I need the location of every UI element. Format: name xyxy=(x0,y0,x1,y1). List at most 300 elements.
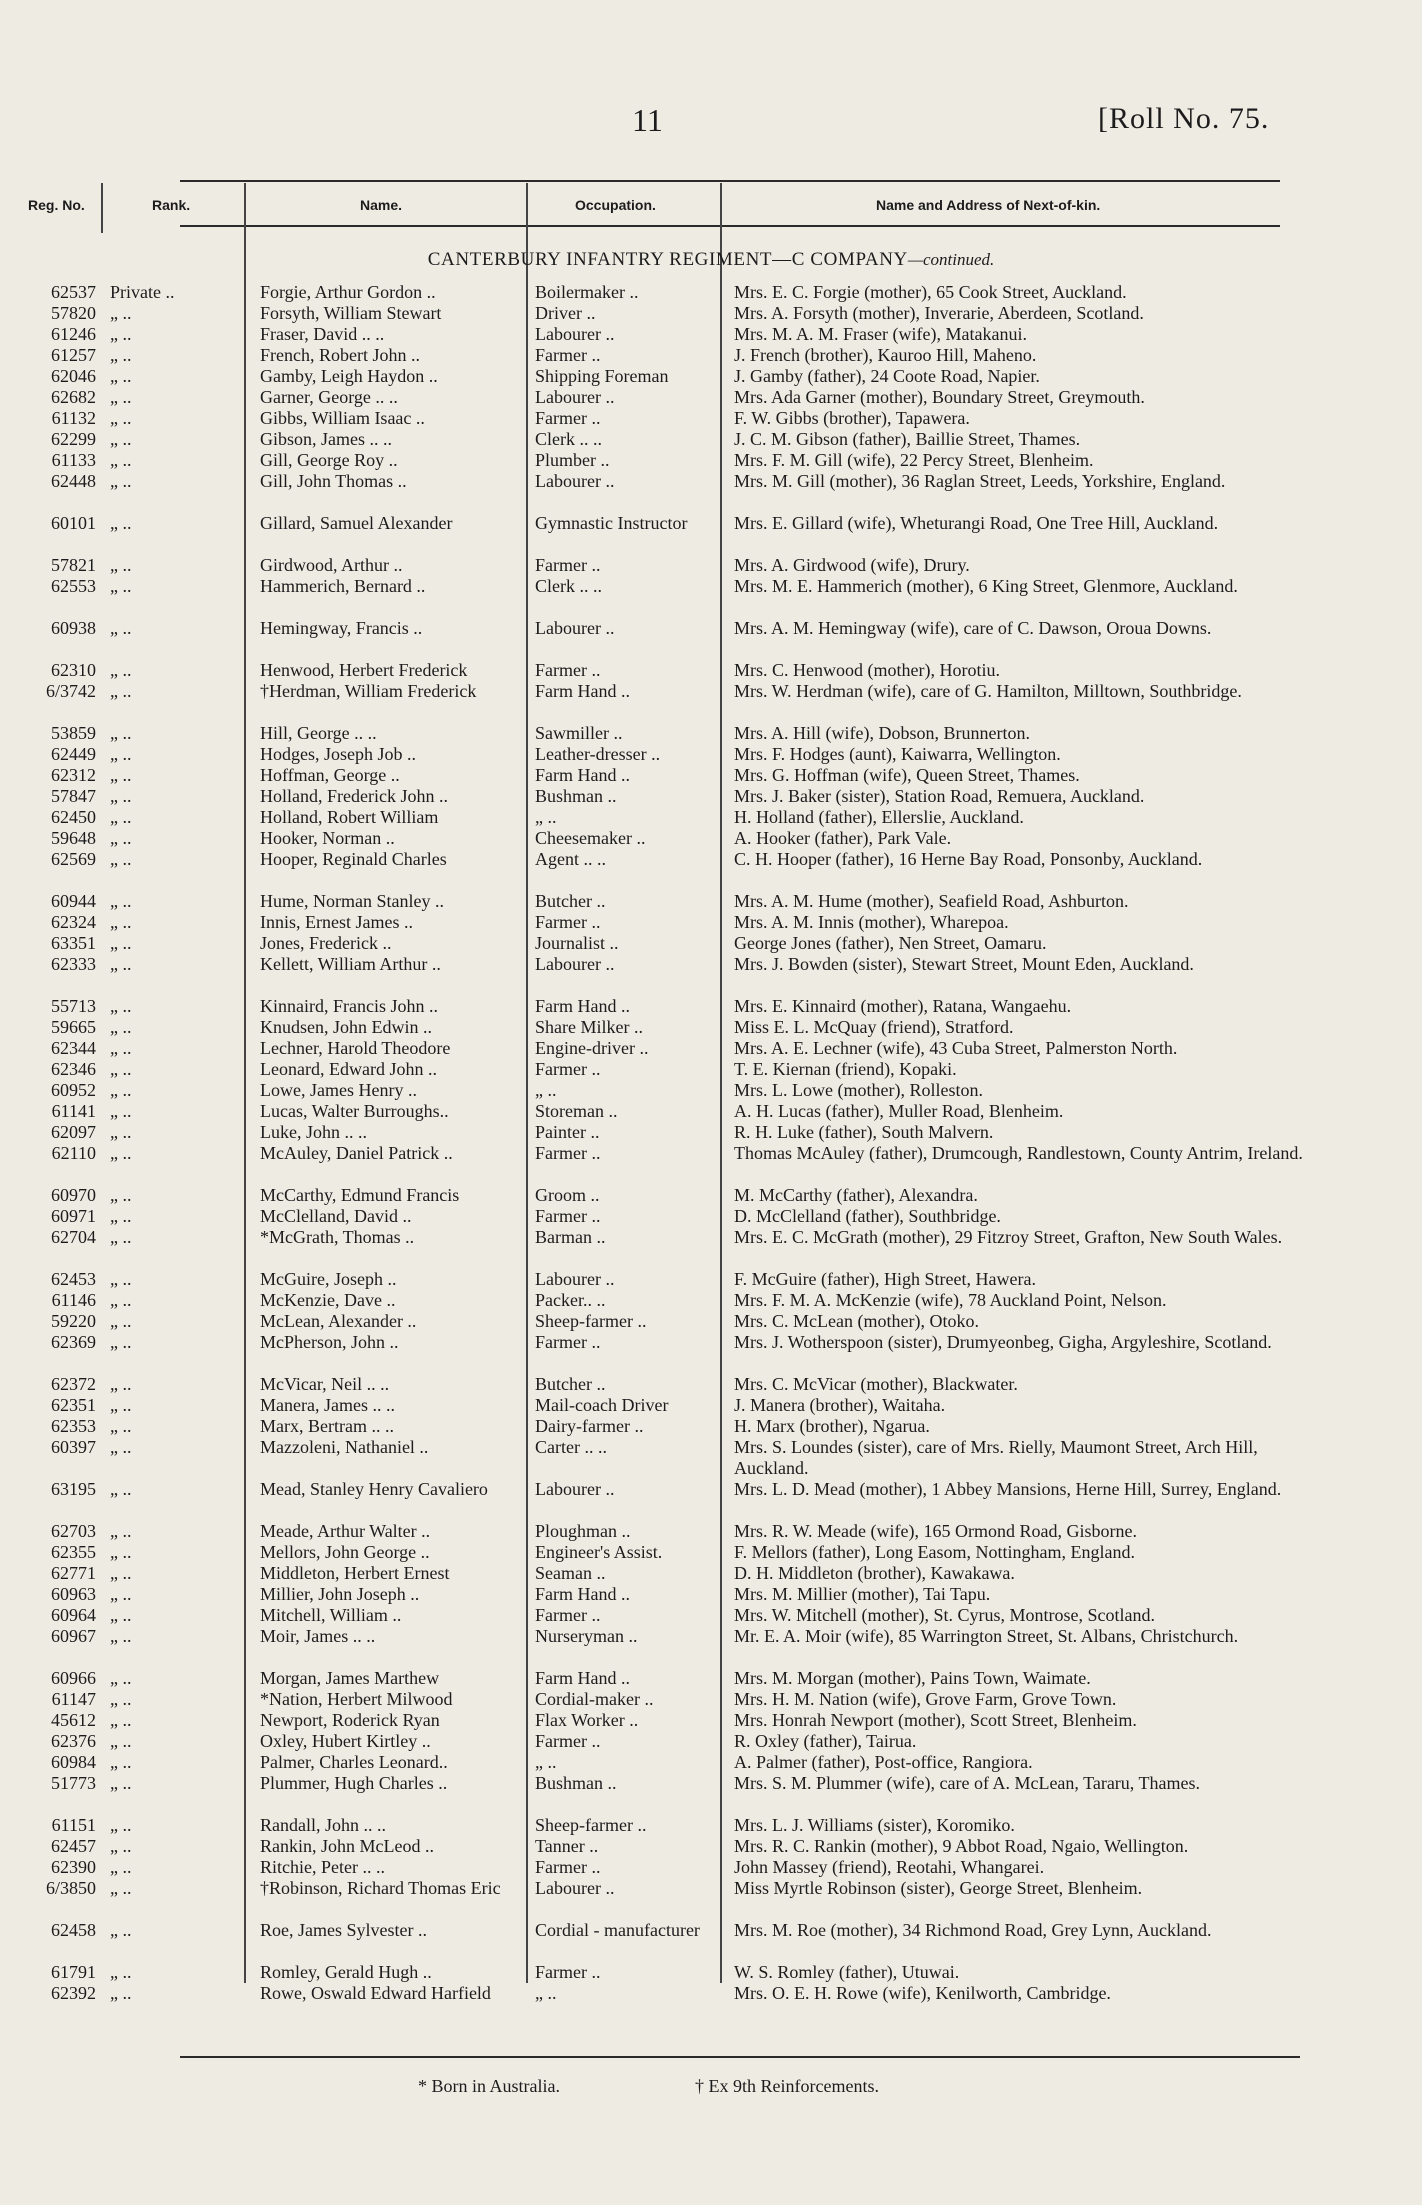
occupation: Labourer .. xyxy=(535,471,615,491)
occupation: Farmer .. xyxy=(535,660,601,680)
reg-no: 61132 xyxy=(51,408,96,428)
next-of-kin: Mrs. C. McVicar (mother), Blackwater. xyxy=(734,1374,1018,1394)
rank: „ .. xyxy=(110,1626,132,1646)
rank: „ .. xyxy=(110,744,132,764)
next-of-kin: J. Manera (brother), Waitaha. xyxy=(734,1395,946,1415)
reg-no: 62771 xyxy=(51,1563,96,1583)
occupation: Cheesemaker .. xyxy=(535,828,646,848)
column-divider xyxy=(720,183,722,1983)
reg-no: 62324 xyxy=(51,912,96,932)
next-of-kin: Mrs. S. Loundes (sister), care of Mrs. Rielly, Maumont Street, Arch Hill, Auckland. xyxy=(734,1437,1258,1478)
reg-no: 59665 xyxy=(51,1017,96,1037)
soldier-name: Hooker, Norman .. xyxy=(260,828,395,848)
section-heading xyxy=(0,249,1422,271)
occupation: Farm Hand .. xyxy=(535,765,630,785)
rank: „ .. xyxy=(110,324,132,344)
next-of-kin: Miss Myrtle Robinson (sister), George Street, Blenheim. xyxy=(734,1878,1143,1898)
rank: „ .. xyxy=(110,555,132,575)
reg-no: 61147 xyxy=(51,1689,96,1709)
rank: „ .. xyxy=(110,1290,132,1310)
occupation: Sheep-farmer .. xyxy=(535,1311,647,1331)
next-of-kin: J. French (brother), Kauroo Hill, Maheno. xyxy=(734,345,1037,365)
next-of-kin: H. Holland (father), Ellerslie, Auckland. xyxy=(734,807,1024,827)
reg-no: 57847 xyxy=(51,786,96,806)
soldier-name: Ritchie, Peter .. .. xyxy=(260,1857,385,1877)
soldier-name: Mellors, John George .. xyxy=(260,1542,430,1562)
next-of-kin: Mrs. J. Bowden (sister), Stewart Street, Mount Eden, Auckland. xyxy=(734,954,1194,974)
reg-no: 45612 xyxy=(51,1710,96,1730)
next-of-kin: Mrs. A. Girdwood (wife), Drury. xyxy=(734,555,970,575)
occupation: Seaman .. xyxy=(535,1563,606,1583)
next-of-kin: Mrs. M. E. Hammerich (mother), 6 King Street, Glenmore, Auckland. xyxy=(734,576,1238,596)
soldier-name: Luke, John .. .. xyxy=(260,1122,367,1142)
soldier-name: †Herdman, William Frederick xyxy=(260,681,477,701)
reg-no: 62344 xyxy=(51,1038,96,1058)
occupation: Labourer .. xyxy=(535,618,615,638)
occupation: Barman .. xyxy=(535,1227,606,1247)
rank: „ .. xyxy=(110,912,132,932)
next-of-kin: C. H. Hooper (father), 16 Herne Bay Road, Ponsonby, Auckland. xyxy=(734,849,1203,869)
rank: „ .. xyxy=(110,366,132,386)
next-of-kin: Mrs. M. A. M. Fraser (wife), Matakanui. xyxy=(734,324,1027,344)
column-divider xyxy=(526,183,528,1983)
rank: „ .. xyxy=(110,1101,132,1121)
reg-no: 60938 xyxy=(51,618,96,638)
reg-no: 62351 xyxy=(51,1395,96,1415)
soldier-name: Rankin, John McLeod .. xyxy=(260,1836,434,1856)
reg-no: 60963 xyxy=(51,1584,96,1604)
reg-no: 62110 xyxy=(51,1143,96,1163)
next-of-kin: Mrs. F. M. Gill (wife), 22 Percy Street, Blenheim. xyxy=(734,450,1094,470)
soldier-name: Henwood, Herbert Frederick xyxy=(260,660,468,680)
next-of-kin: Mrs. R. C. Rankin (mother), 9 Abbot Road, Ngaio, Wellington. xyxy=(734,1836,1189,1856)
reg-no: 61146 xyxy=(51,1290,96,1310)
soldier-name: Gibson, James .. .. xyxy=(260,429,392,449)
soldier-name: Gill, George Roy .. xyxy=(260,450,398,470)
occupation: Butcher .. xyxy=(535,891,606,911)
column-header-reg: Reg. No. xyxy=(28,197,85,213)
rank: „ .. xyxy=(110,1773,132,1793)
occupation: Shipping Foreman xyxy=(535,366,669,386)
soldier-name: Mazzoleni, Nathaniel .. xyxy=(260,1437,429,1457)
rank: „ .. xyxy=(110,1542,132,1562)
rank: „ .. xyxy=(110,1710,132,1730)
rank: „ .. xyxy=(110,1059,132,1079)
rank: „ .. xyxy=(110,1857,132,1877)
reg-no: 60967 xyxy=(51,1626,96,1646)
occupation: Farmer .. xyxy=(535,1332,601,1352)
soldier-name: Hemingway, Francis .. xyxy=(260,618,423,638)
occupation: Farmer .. xyxy=(535,555,601,575)
soldier-name: Middleton, Herbert Ernest xyxy=(260,1563,450,1583)
occupation: Butcher .. xyxy=(535,1374,606,1394)
soldier-name: Garner, George .. .. xyxy=(260,387,398,407)
occupation: Packer.. .. xyxy=(535,1290,606,1310)
reg-no: 61141 xyxy=(51,1101,96,1121)
next-of-kin: Thomas McAuley (father), Drumcough, Randlestown, County Antrim, Ireland. xyxy=(734,1143,1303,1163)
rank: „ .. xyxy=(110,1521,132,1541)
reg-no: 60970 xyxy=(51,1185,96,1205)
soldier-name: Meade, Arthur Walter .. xyxy=(260,1521,431,1541)
soldier-name: McLean, Alexander .. xyxy=(260,1311,417,1331)
reg-no: 62346 xyxy=(51,1059,96,1079)
soldier-name: Hodges, Joseph Job .. xyxy=(260,744,416,764)
rank: „ .. xyxy=(110,786,132,806)
soldier-name: McCarthy, Edmund Francis xyxy=(260,1185,460,1205)
next-of-kin: Mrs. A. Hill (wife), Dobson, Brunnerton. xyxy=(734,723,1030,743)
next-of-kin: Mrs. E. C. McGrath (mother), 29 Fitzroy Street, Grafton, New South Wales. xyxy=(734,1227,1283,1247)
soldier-name: Manera, James .. .. xyxy=(260,1395,395,1415)
reg-no: 62458 xyxy=(51,1920,96,1940)
soldier-name: Millier, John Joseph .. xyxy=(260,1584,420,1604)
rank: „ .. xyxy=(110,1416,132,1436)
reg-no: 62453 xyxy=(51,1269,96,1289)
soldier-name: Fraser, David .. .. xyxy=(260,324,385,344)
soldier-name: Palmer, Charles Leonard.. xyxy=(260,1752,448,1772)
reg-no: 62353 xyxy=(51,1416,96,1436)
soldier-name: Mitchell, William .. xyxy=(260,1605,402,1625)
rank: „ .. xyxy=(110,1584,132,1604)
next-of-kin: Mrs. A. E. Lechner (wife), 43 Cuba Street, Palmerston North. xyxy=(734,1038,1178,1058)
reg-no: 61791 xyxy=(51,1962,96,1982)
next-of-kin: J. Gamby (father), 24 Coote Road, Napier. xyxy=(734,366,1040,386)
occupation: Dairy-farmer .. xyxy=(535,1416,644,1436)
rank: „ .. xyxy=(110,849,132,869)
soldier-name: Kinnaird, Francis John .. xyxy=(260,996,438,1016)
rank: „ .. xyxy=(110,471,132,491)
rank: „ .. xyxy=(110,618,132,638)
reg-no: 57820 xyxy=(51,303,96,323)
reg-no: 62448 xyxy=(51,471,96,491)
rank: „ .. xyxy=(110,1374,132,1394)
soldier-name: Marx, Bertram .. .. xyxy=(260,1416,394,1436)
occupation: Agent .. .. xyxy=(535,849,606,869)
soldier-name: Hill, George .. .. xyxy=(260,723,377,743)
rank: „ .. xyxy=(110,450,132,470)
next-of-kin: Mrs. E. Gillard (wife), Wheturangi Road, One Tree Hill, Auckland. xyxy=(734,513,1219,533)
rank: „ .. xyxy=(110,1689,132,1709)
next-of-kin: Mrs. E. C. Forgie (mother), 65 Cook Street, Auckland. xyxy=(734,282,1127,302)
occupation: Clerk .. .. xyxy=(535,429,602,449)
rank: „ .. xyxy=(110,1122,132,1142)
next-of-kin: Mrs. L. D. Mead (mother), 1 Abbey Mansions, Herne Hill, Surrey, England. xyxy=(734,1479,1282,1499)
occupation: Flax Worker .. xyxy=(535,1710,639,1730)
occupation: Cordial-maker .. xyxy=(535,1689,654,1709)
rank: „ .. xyxy=(110,1269,132,1289)
rank: „ .. xyxy=(110,408,132,428)
occupation: Carter .. .. xyxy=(535,1437,607,1457)
soldier-name: Hammerich, Bernard .. xyxy=(260,576,426,596)
rank: „ .. xyxy=(110,954,132,974)
reg-no: 62704 xyxy=(51,1227,96,1247)
occupation: Ploughman .. xyxy=(535,1521,631,1541)
occupation: Mail-coach Driver xyxy=(535,1395,669,1415)
next-of-kin: Mrs. G. Hoffman (wife), Queen Street, Thames. xyxy=(734,765,1080,785)
soldier-name: McClelland, David .. xyxy=(260,1206,412,1226)
reg-no: 6/3850 xyxy=(45,1878,96,1898)
soldier-name: French, Robert John .. xyxy=(260,345,420,365)
rank: „ .. xyxy=(110,1878,132,1898)
reg-no: 62457 xyxy=(51,1836,96,1856)
occupation: Share Milker .. xyxy=(535,1017,643,1037)
footer-rule xyxy=(180,2056,1300,2058)
soldier-name: Leonard, Edward John .. xyxy=(260,1059,437,1079)
soldier-name: McGuire, Joseph .. xyxy=(260,1269,397,1289)
next-of-kin: A. H. Lucas (father), Muller Road, Blenheim. xyxy=(734,1101,1064,1121)
reg-no: 60966 xyxy=(51,1668,96,1688)
soldier-name: Knudsen, John Edwin .. xyxy=(260,1017,432,1037)
next-of-kin: Miss E. L. McQuay (friend), Stratford. xyxy=(734,1017,1014,1037)
reg-no: 61257 xyxy=(51,345,96,365)
rank: „ .. xyxy=(110,1983,132,2003)
reg-no: 60984 xyxy=(51,1752,96,1772)
reg-no: 55713 xyxy=(51,996,96,1016)
next-of-kin: Mrs. F. M. A. McKenzie (wife), 78 Auckland Point, Nelson. xyxy=(734,1290,1167,1310)
occupation: Farmer .. xyxy=(535,1206,601,1226)
next-of-kin: Mrs. A. M. Innis (mother), Wharepoa. xyxy=(734,912,1009,932)
occupation: Journalist .. xyxy=(535,933,619,953)
rank: „ .. xyxy=(110,828,132,848)
soldier-name: Oxley, Hubert Kirtley .. xyxy=(260,1731,431,1751)
reg-no: 60101 xyxy=(51,513,96,533)
header-rule-bottom xyxy=(180,225,1280,227)
next-of-kin: Mrs. J. Baker (sister), Station Road, Remuera, Auckland. xyxy=(734,786,1145,806)
occupation: Farmer .. xyxy=(535,1962,601,1982)
occupation: Labourer .. xyxy=(535,1479,615,1499)
column-header-kin: Name and Address of Next-of-kin. xyxy=(876,197,1101,213)
column-header-rank: Rank. xyxy=(152,197,191,213)
soldier-name: *McGrath, Thomas .. xyxy=(260,1227,415,1247)
occupation: Farmer .. xyxy=(535,345,601,365)
rank: „ .. xyxy=(110,1311,132,1331)
next-of-kin: F. Mellors (father), Long Easom, Nottingham, England. xyxy=(734,1542,1135,1562)
rank: „ .. xyxy=(110,1752,132,1772)
soldier-name: Lucas, Walter Burroughs.. xyxy=(260,1101,449,1121)
reg-no: 62392 xyxy=(51,1983,96,2003)
column-header-name: Name. xyxy=(360,197,403,213)
occupation: Farm Hand .. xyxy=(535,681,630,701)
next-of-kin: Mrs. F. Hodges (aunt), Kaiwarra, Wellington. xyxy=(734,744,1061,764)
soldier-name: Forgie, Arthur Gordon .. xyxy=(260,282,436,302)
reg-no: 62450 xyxy=(51,807,96,827)
next-of-kin: J. C. M. Gibson (father), Baillie Street, Thames. xyxy=(734,429,1081,449)
rank: „ .. xyxy=(110,723,132,743)
soldier-name: Gamby, Leigh Haydon .. xyxy=(260,366,438,386)
soldier-name: *Nation, Herbert Milwood xyxy=(260,1689,453,1709)
rank: „ .. xyxy=(110,765,132,785)
occupation: Painter .. xyxy=(535,1122,600,1142)
occupation: „ .. xyxy=(535,1752,557,1772)
rank: „ .. xyxy=(110,1017,132,1037)
rank: „ .. xyxy=(110,387,132,407)
occupation: Farmer .. xyxy=(535,1857,601,1877)
reg-no: 63195 xyxy=(51,1479,96,1499)
soldier-name: Lowe, James Henry .. xyxy=(260,1080,417,1100)
soldier-name: Kellett, William Arthur .. xyxy=(260,954,441,974)
occupation: Labourer .. xyxy=(535,387,615,407)
next-of-kin: T. E. Kiernan (friend), Kopaki. xyxy=(734,1059,957,1079)
occupation: Engineer's Assist. xyxy=(535,1542,663,1562)
next-of-kin: George Jones (father), Nen Street, Oamaru. xyxy=(734,933,1047,953)
occupation: Clerk .. .. xyxy=(535,576,602,596)
next-of-kin: D. H. Middleton (brother), Kawakawa. xyxy=(734,1563,1015,1583)
reg-no: 62553 xyxy=(51,576,96,596)
reg-no: 57821 xyxy=(51,555,96,575)
next-of-kin: Mrs. O. E. H. Rowe (wife), Kenilworth, Cambridge. xyxy=(734,1983,1111,2003)
soldier-name: Lechner, Harold Theodore xyxy=(260,1038,451,1058)
occupation: „ .. xyxy=(535,1983,557,2003)
next-of-kin: W. S. Romley (father), Utuwai. xyxy=(734,1962,960,1982)
next-of-kin: D. McClelland (father), Southbridge. xyxy=(734,1206,1001,1226)
occupation: Labourer .. xyxy=(535,1878,615,1898)
rank: Private .. xyxy=(110,282,175,302)
soldier-name: McPherson, John .. xyxy=(260,1332,399,1352)
next-of-kin: Mrs. H. M. Nation (wife), Grove Farm, Grove Town. xyxy=(734,1689,1117,1709)
next-of-kin: Mrs. Honrah Newport (mother), Scott Street, Blenheim. xyxy=(734,1710,1137,1730)
column-divider xyxy=(244,183,246,1983)
next-of-kin: Mrs. E. Kinnaird (mother), Ratana, Wangaehu. xyxy=(734,996,1072,1016)
section-suffix: —continued. xyxy=(907,250,995,269)
reg-no: 59648 xyxy=(51,828,96,848)
next-of-kin: Mrs. M. Roe (mother), 34 Richmond Road, Grey Lynn, Auckland. xyxy=(734,1920,1212,1940)
next-of-kin: Mrs. M. Millier (mother), Tai Tapu. xyxy=(734,1584,991,1604)
reg-no: 62390 xyxy=(51,1857,96,1877)
reg-no: 62372 xyxy=(51,1374,96,1394)
reg-no: 61246 xyxy=(51,324,96,344)
next-of-kin: Mrs. A. M. Hemingway (wife), care of C. Dawson, Oroua Downs. xyxy=(734,618,1212,638)
rank: „ .. xyxy=(110,1227,132,1247)
next-of-kin: John Massey (friend), Reotahi, Whangarei. xyxy=(734,1857,1045,1877)
reg-no: 62537 xyxy=(51,282,96,302)
rank: „ .. xyxy=(110,660,132,680)
occupation: Gymnastic Instructor xyxy=(535,513,688,533)
next-of-kin: Mrs. A. Forsyth (mother), Inverarie, Aberdeen, Scotland. xyxy=(734,303,1144,323)
occupation: Tanner .. xyxy=(535,1836,599,1856)
soldier-name: Newport, Roderick Ryan xyxy=(260,1710,440,1730)
soldier-name: †Robinson, Richard Thomas Eric xyxy=(260,1878,501,1898)
rank: „ .. xyxy=(110,1920,132,1940)
reg-no: 51773 xyxy=(51,1773,96,1793)
next-of-kin: Mrs. L. J. Williams (sister), Koromiko. xyxy=(734,1815,1015,1835)
occupation: Farmer .. xyxy=(535,1143,601,1163)
occupation: Plumber .. xyxy=(535,450,610,470)
soldier-name: Innis, Ernest James .. xyxy=(260,912,413,932)
reg-no: 62449 xyxy=(51,744,96,764)
column-header-occupation: Occupation. xyxy=(575,197,656,213)
soldier-name: Plummer, Hugh Charles .. xyxy=(260,1773,448,1793)
soldier-name: Gill, John Thomas .. xyxy=(260,471,407,491)
rank: „ .. xyxy=(110,513,132,533)
soldier-name: Forsyth, William Stewart xyxy=(260,303,442,323)
soldier-name: Mead, Stanley Henry Cavaliero xyxy=(260,1479,488,1499)
rank: „ .. xyxy=(110,891,132,911)
page-number: 11 xyxy=(632,102,663,138)
occupation: Farmer .. xyxy=(535,408,601,428)
reg-no: 63351 xyxy=(51,933,96,953)
reg-no: 61133 xyxy=(51,450,96,470)
occupation: „ .. xyxy=(535,807,557,827)
soldier-name: McKenzie, Dave .. xyxy=(260,1290,396,1310)
column-divider xyxy=(101,183,103,233)
reg-no: 62097 xyxy=(51,1122,96,1142)
soldier-name: Randall, John .. .. xyxy=(260,1815,386,1835)
next-of-kin: Mrs. L. Lowe (mother), Rolleston. xyxy=(734,1080,983,1100)
soldier-name: Romley, Gerald Hugh .. xyxy=(260,1962,432,1982)
soldier-name: McVicar, Neil .. .. xyxy=(260,1374,390,1394)
occupation: Farm Hand .. xyxy=(535,1668,630,1688)
rank: „ .. xyxy=(110,1836,132,1856)
section-title: CANTERBURY INFANTRY REGIMENT—C COMPANY xyxy=(427,249,908,270)
footnote-born-australia: * Born in Australia. xyxy=(418,2076,560,2096)
rank: „ .. xyxy=(110,1185,132,1205)
rank: „ .. xyxy=(110,1395,132,1415)
rank: „ .. xyxy=(110,1563,132,1583)
footnote-ex-9th: † Ex 9th Reinforcements. xyxy=(695,2076,879,2096)
reg-no: 60964 xyxy=(51,1605,96,1625)
soldier-name: Gibbs, William Isaac .. xyxy=(260,408,425,428)
reg-no: 62355 xyxy=(51,1542,96,1562)
occupation: Engine-driver .. xyxy=(535,1038,649,1058)
rank: „ .. xyxy=(110,1962,132,1982)
reg-no: 60971 xyxy=(51,1206,96,1226)
occupation: Farm Hand .. xyxy=(535,1584,630,1604)
occupation: Sawmiller .. xyxy=(535,723,623,743)
next-of-kin: Mrs. A. M. Hume (mother), Seafield Road, Ashburton. xyxy=(734,891,1129,911)
reg-no: 60952 xyxy=(51,1080,96,1100)
next-of-kin: A. Palmer (father), Post-office, Rangiora. xyxy=(734,1752,1033,1772)
occupation: Boilermaker .. xyxy=(535,282,639,302)
soldier-name: Jones, Frederick .. xyxy=(260,933,392,953)
reg-no: 62376 xyxy=(51,1731,96,1751)
rank: „ .. xyxy=(110,807,132,827)
occupation: Farmer .. xyxy=(535,912,601,932)
soldier-name: McAuley, Daniel Patrick .. xyxy=(260,1143,453,1163)
occupation: Labourer .. xyxy=(535,954,615,974)
next-of-kin: H. Marx (brother), Ngarua. xyxy=(734,1416,930,1436)
occupation: „ .. xyxy=(535,1080,557,1100)
soldier-name: Morgan, James Marthew xyxy=(260,1668,440,1688)
reg-no: 62703 xyxy=(51,1521,96,1541)
rank: „ .. xyxy=(110,1332,132,1352)
rank: „ .. xyxy=(110,345,132,365)
soldier-name: Rowe, Oswald Edward Harfield xyxy=(260,1983,491,2003)
soldier-name: Hume, Norman Stanley .. xyxy=(260,891,444,911)
rank: „ .. xyxy=(110,1080,132,1100)
reg-no: 62333 xyxy=(51,954,96,974)
rank: „ .. xyxy=(110,303,132,323)
rank: „ .. xyxy=(110,1143,132,1163)
next-of-kin: R. H. Luke (father), South Malvern. xyxy=(734,1122,994,1142)
occupation: Labourer .. xyxy=(535,1269,615,1289)
next-of-kin: Mrs. C. Henwood (mother), Horotiu. xyxy=(734,660,1000,680)
occupation: Farmer .. xyxy=(535,1059,601,1079)
next-of-kin: Mrs. J. Wotherspoon (sister), Drumyeonbeg, Gigha, Argyleshire, Scotland. xyxy=(734,1332,1272,1352)
next-of-kin: F. McGuire (father), High Street, Hawera. xyxy=(734,1269,1036,1289)
next-of-kin: Mrs. W. Herdman (wife), care of G. Hamilton, Milltown, Southbridge. xyxy=(734,681,1242,701)
next-of-kin: Mrs. M. Gill (mother), 36 Raglan Street, Leeds, Yorkshire, England. xyxy=(734,471,1226,491)
reg-no: 62299 xyxy=(51,429,96,449)
occupation: Groom .. xyxy=(535,1185,600,1205)
occupation: Storeman .. xyxy=(535,1101,618,1121)
next-of-kin: Mrs. C. McLean (mother), Otoko. xyxy=(734,1311,979,1331)
next-of-kin: F. W. Gibbs (brother), Tapawera. xyxy=(734,408,970,428)
occupation: Farmer .. xyxy=(535,1605,601,1625)
occupation: Labourer .. xyxy=(535,324,615,344)
reg-no: 62312 xyxy=(51,765,96,785)
reg-no: 53859 xyxy=(51,723,96,743)
rank: „ .. xyxy=(110,429,132,449)
roll-number: [Roll No. 75. xyxy=(1098,102,1270,135)
